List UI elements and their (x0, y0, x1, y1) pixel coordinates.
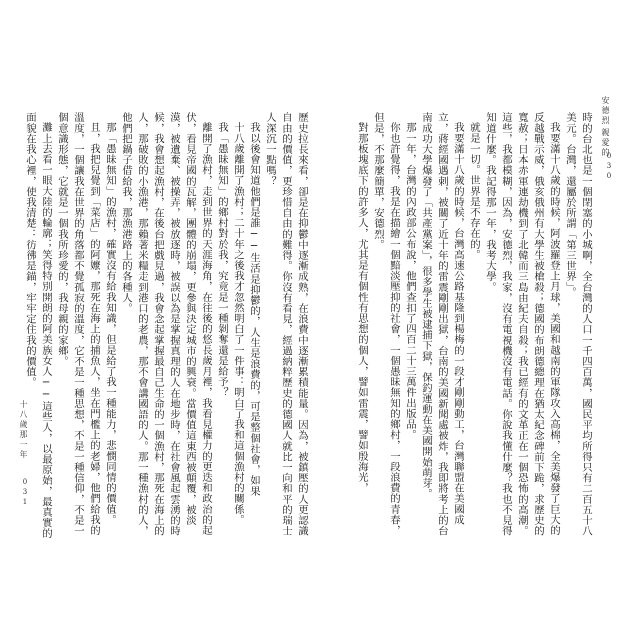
paragraph: 離開了漁村，走到世界的天涯海角，在往後的悠長歲月裡，我看見權力的更迭和政治的起伏，看見帝國的瓦解，團體的崩塌，更參與決定城市的興衰。當價值這東西被顛覆，被淡漠，被遺棄、被操弄，被放逐時，被誤以為是掌握真理的人在地步時，在社會風起雲湧的時候，我會想起漁村，在後台把戲見過，我會念起掌握最自己生命的一個漁村，那死在海上的人，那破敗的小漁港，那賴著米糧走到港口的老農，那不會講國語的人。那一種漁村的人，他們把鍋子借給我，那漁港路上的各種人。 (120, 112, 212, 536)
running-head-line: 親愛的 (601, 128, 610, 158)
paragraph: 且，我把兒覺到「菜店」的阿嬤，那死在海上的捕魚人，坐在門檻上的老婦，他們給我的溫度，一個讓我在世界的角落都不覺孤寂的溫度，它不是一種思想，不是一種信仰，不是一個意識形態，它就是一個我所珍愛的，我母親的家鄉。 (56, 112, 100, 536)
running-head-line: 安德烈 (601, 96, 610, 126)
paragraph: 就是一切。世界是不存在的。 (468, 122, 480, 261)
paragraph: 我以後會知道他們是誰──生活是抑鬱的，人生是浪費的，可是整個社會，如果 (248, 122, 260, 497)
paragraph: 時的台北也是一個閉塞的小城啊，全台灣的人口一千四百萬，國民平均所得只有二百五十八美元。台灣，還屬於所謂「第三世界」。 (564, 112, 592, 536)
paragraph: 我要滿十八歲的時候，阿波羅登上月球，美國和越南的軍隊攻入高棉，全美爆發了巨大的反越戰示威，俄亥俄州有大學生被槍殺；德國的布朗德總理在猶太紀念碑前下跪，求歷史的寬赦；日本赤軍連劫機到了北韓而三島由紀夫自殺；我已經有的文革正在一個恐怖的高潮。這些，我都模糊，因為，安德烈，我家，沒有電視機沒有電話。你說我懂什麼？我也不見得知道什麼。我記得那一年，我考大學。 (484, 112, 560, 536)
running-head-left (18, 400, 29, 460)
paragraph: 那「愚昧無知」的漁村，確實沒有給我知識，但是給了我一種能力，悲憫同情的價值。 (104, 122, 116, 526)
running-head-line: 十八歲那一年 (19, 400, 28, 460)
paragraph: 灘上去看一眼大陸的輪廓；笑得特別開朗的阿美族女人──這些人，以最原始，最真實的面貌在我心裡，使我清楚：彷彿是錨，牢牢定住我的價值。 (24, 112, 52, 539)
paragraph: 十八歲離開了漁村；二十年之後我才忽然明白了一件事：明白了我和這個漁村的關係。 (232, 122, 244, 526)
page-number-right: 030 (605, 152, 613, 182)
paragraph: 我要滿十八歲的時候，台灣高速公路基隆到楊梅的一段才剛剛動工，台灣聯盟在美國成立，蔣經國遇刺，被關了近十年的雷震剛剛出獄，台南的美國新聞處被炸，我即將考上的台南成功大學爆發了「共產黨案」，很多學生被逮捕下獄，保釣運動在美國開始萌芽。 (420, 112, 464, 536)
paragraph: 對那板塊底下的許多人，尤其是有個性有思想的個人，譬如雷震，譬如殷海光， (356, 122, 368, 494)
right-page-text (322, 112, 594, 542)
paragraph: 我「愚昧無知」的鄉村對於我，究竟是一種剝奪還是給予？ (216, 122, 228, 398)
running-head-right (600, 96, 611, 158)
page-number-left: 031 (21, 478, 29, 508)
paragraph: 你也許覺得，我是在描繪一個黯淡壓抑的社會，一個愚昧無知的鄉村，一段浪費的青春，但是，不那麼簡單，安德烈。 (372, 112, 400, 536)
paragraph: 歷史拉長來看，卻是在抑鬱中逐漸成熟，在浪費中逐漸累積能量。因為，被鎮壓的人更認識自由的價值，更珍惜自由的難得。你沒有看見，經過納粹歷史的德國人就比一向和平的瑞士人深沉一點嗎？ (264, 112, 308, 536)
paragraph: 那一年，台灣的內政部公布說，他們查扣了四百二十三萬件出版品。 (404, 122, 416, 441)
